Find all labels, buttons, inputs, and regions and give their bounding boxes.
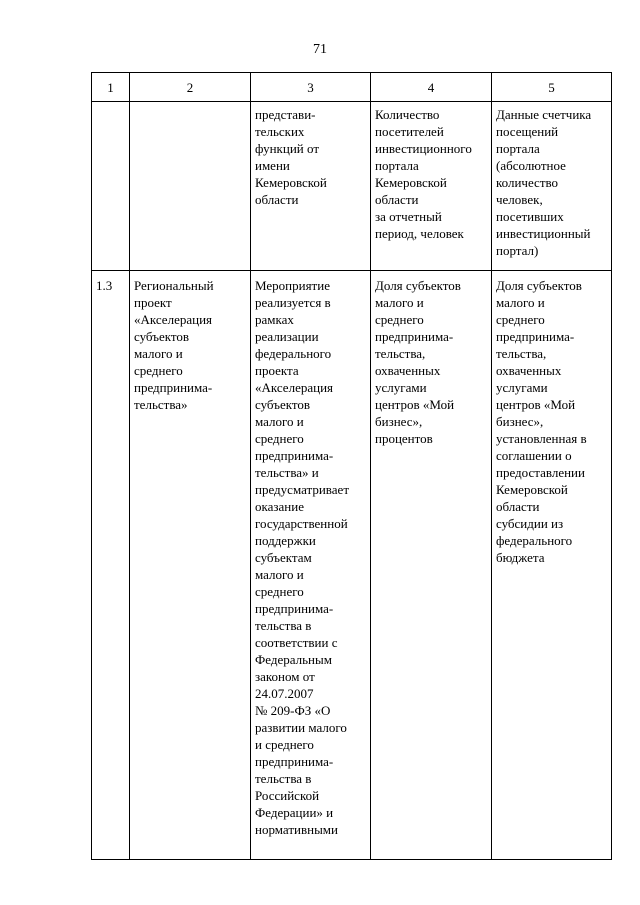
- table-header-row: [92, 73, 612, 102]
- header-cell-2: 2: [130, 73, 251, 102]
- description-cell: представи- тельских функций от имени Кемеровской области: [251, 102, 371, 271]
- header-cell-1: 1: [92, 73, 130, 102]
- project-cell: Региональный проект «Акселерация субъектов малого и среднего предпринима- тельства»: [130, 271, 251, 860]
- project-cell: [130, 102, 251, 271]
- row-number-cell: 1.3: [92, 271, 130, 860]
- indicator-cell: Количество посетителей инвестиционного портала Кемеровской области за отчетный период, человек: [371, 102, 492, 271]
- table-row: [92, 271, 612, 860]
- row-number-cell: [92, 102, 130, 271]
- source-cell: Данные счетчика посещений портала (абсолютное количество человек, посетивших инвестиционный портал): [492, 102, 612, 271]
- indicator-cell: Доля субъектов малого и среднего предпринима- тельства, охваченных услугами центров «Мой бизнес», процентов: [371, 271, 492, 860]
- page-number: 71: [313, 42, 327, 57]
- document-table: [91, 72, 612, 860]
- header-cell-5: 5: [492, 73, 612, 102]
- source-cell: Доля субъектов малого и среднего предпринима- тельства, охваченных услугами центров «Мой бизнес», установленная в соглашении о предоставлении Кемеровской области субсидии из федерального бюджета: [492, 271, 612, 860]
- table-row: [92, 102, 612, 271]
- header-cell-4: 4: [371, 73, 492, 102]
- header-cell-3: 3: [251, 73, 371, 102]
- description-cell: Мероприятие реализуется в рамках реализации федерального проекта «Акселерация субъектов малого и среднего предпринима- тельства» и предусматривает оказание государственной поддержки субъектам малого и среднего предпринима- тельства в соответствии с Федеральным законом от 24.07.2007 № 209-ФЗ «О развитии малого и среднего предпринима- тельства в Российской Федерации» и нормативными: [251, 271, 371, 860]
